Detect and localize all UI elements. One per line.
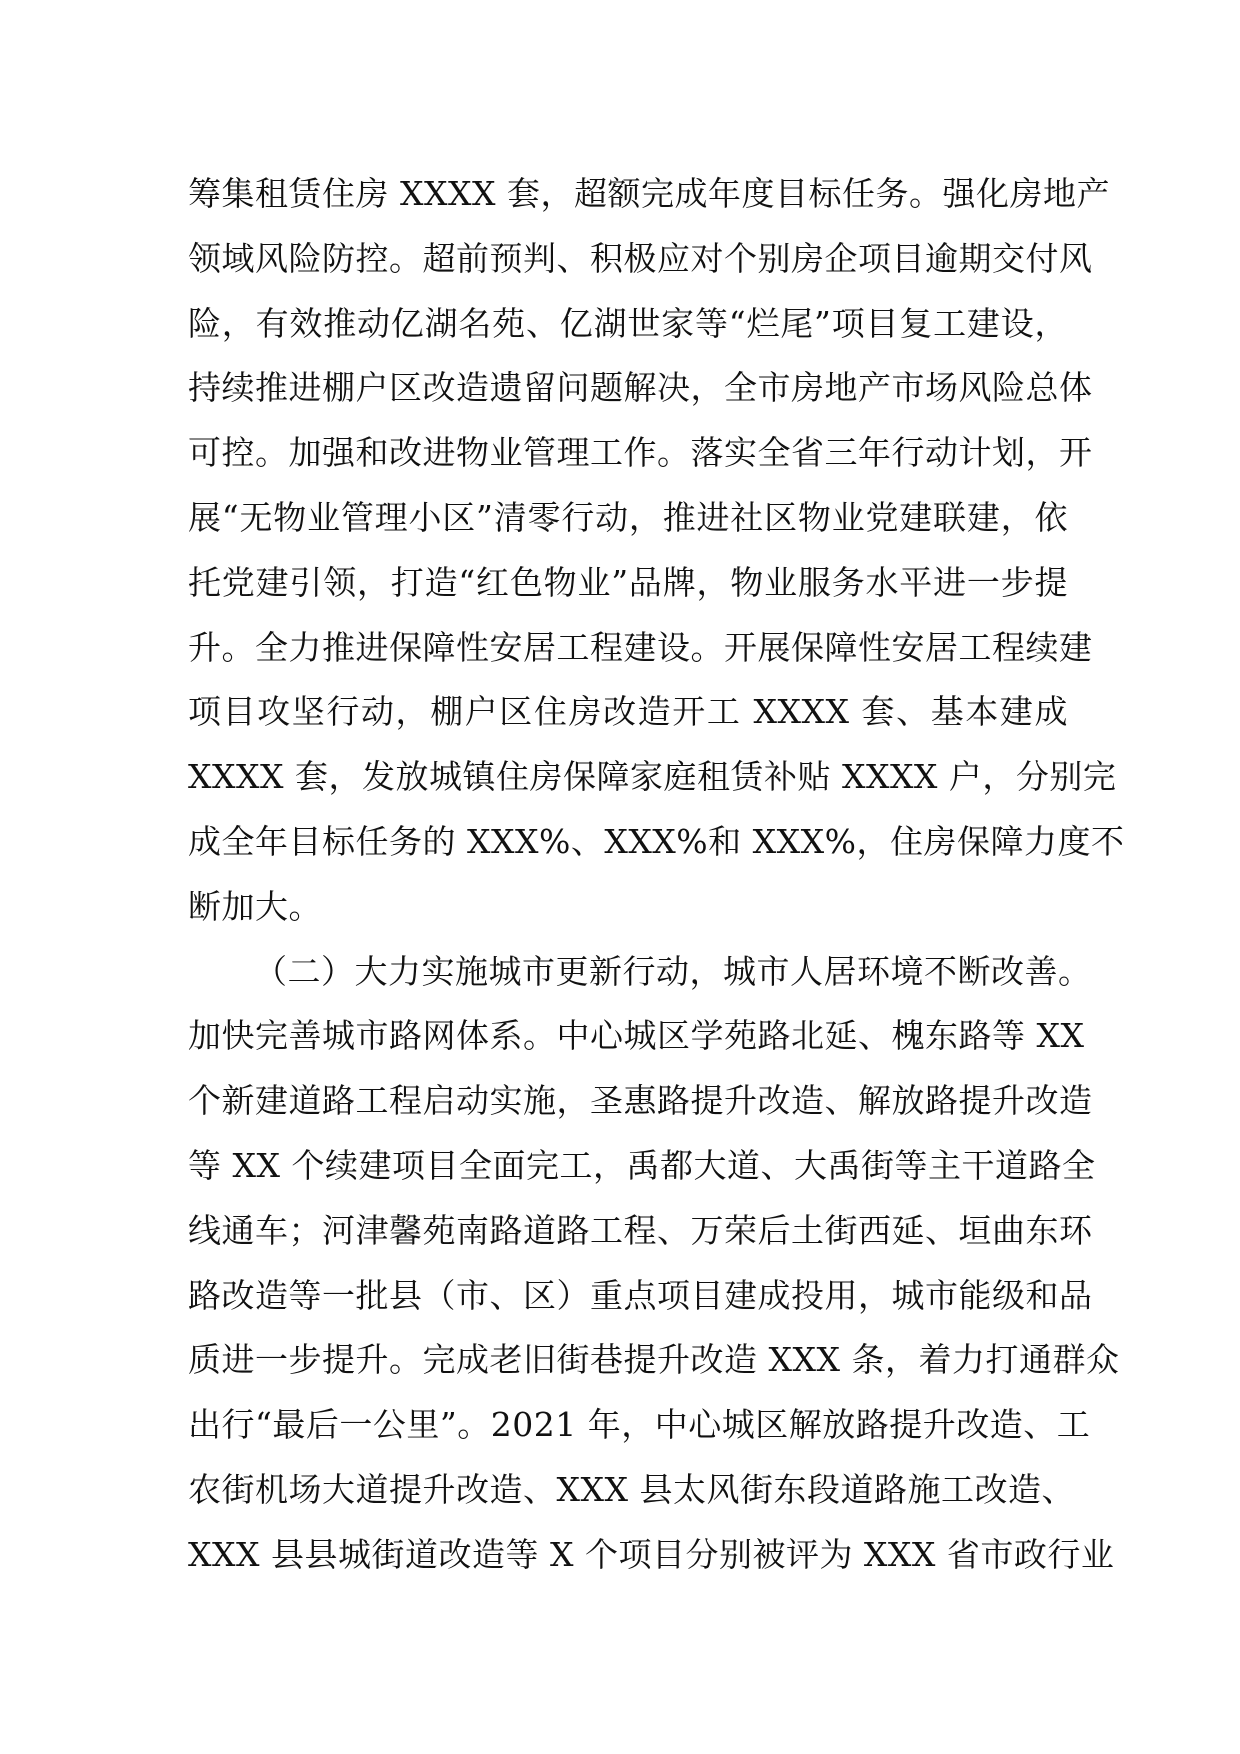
body-text	[188, 162, 1125, 1588]
text-line: XXXX 套，发放城镇住房保障家庭租赁补贴 XXXX 户，分别完	[188, 757, 1117, 797]
text-line: 个新建道路工程启动实施，圣惠路提升改造、解放路提升改造	[188, 1081, 1093, 1121]
paragraph-end-line: 断加大。	[188, 886, 322, 926]
text-line: 农街机场大道提升改造、XXX 县太风街东段道路施工改造、	[188, 1469, 1075, 1509]
text-line: 领域风险防控。超前预判、积极应对个别房企项目逾期交付风	[188, 238, 1093, 278]
text-line: 成全年目标任务的 XXX%、XXX%和 XXX%，住房保障力度不	[188, 821, 1125, 861]
text-line: 可控。加强和改进物业管理工作。落实全省三年行动计划，开	[188, 433, 1093, 473]
section-heading-line: （二）大力实施城市更新行动，城市人居环境不断改善。	[254, 951, 1092, 991]
text-line: 项目攻坚行动，棚户区住房改造开工 XXXX 套、基本建成	[188, 692, 1068, 732]
text-line: 线通车；河津馨苑南路道路工程、万荣后土街西延、垣曲东环	[188, 1210, 1093, 1250]
text-line: 险，有效推动亿湖名苑、亿湖世家等“烂尾”项目复工建设，	[188, 303, 1068, 343]
text-line: 等 XX 个续建项目全面完工，禹都大道、大禹街等主干道路全	[188, 1145, 1096, 1185]
text-line: 持续推进棚户区改造遗留问题解决，全市房地产市场风险总体	[188, 368, 1093, 408]
text-line: 升。全力推进保障性安居工程建设。开展保障性安居工程续建	[188, 627, 1093, 667]
text-line: 加快完善城市路网体系。中心城区学苑路北延、槐东路等 XX	[188, 1016, 1085, 1056]
text-line: 展“无物业管理小区”清零行动，推进社区物业党建联建，依	[188, 497, 1068, 537]
text-line: 托党建引领，打造“红色物业”品牌，物业服务水平进一步提	[188, 562, 1068, 602]
text-line: XXX 县县城街道改造等 X 个项目分别被评为 XXX 省市政行业	[188, 1534, 1115, 1574]
text-line: 出行“最后一公里”。2021 年，中心城区解放路提升改造、工	[188, 1405, 1091, 1445]
text-line: 筹集租赁住房 XXXX 套，超额完成年度目标任务。强化房地产	[188, 174, 1110, 213]
text-line: 质进一步提升。完成老旧街巷提升改造 XXX 条，着力打通群众	[188, 1340, 1120, 1380]
text-line: 路改造等一批县（市、区）重点项目建成投用，城市能级和品	[188, 1275, 1093, 1315]
